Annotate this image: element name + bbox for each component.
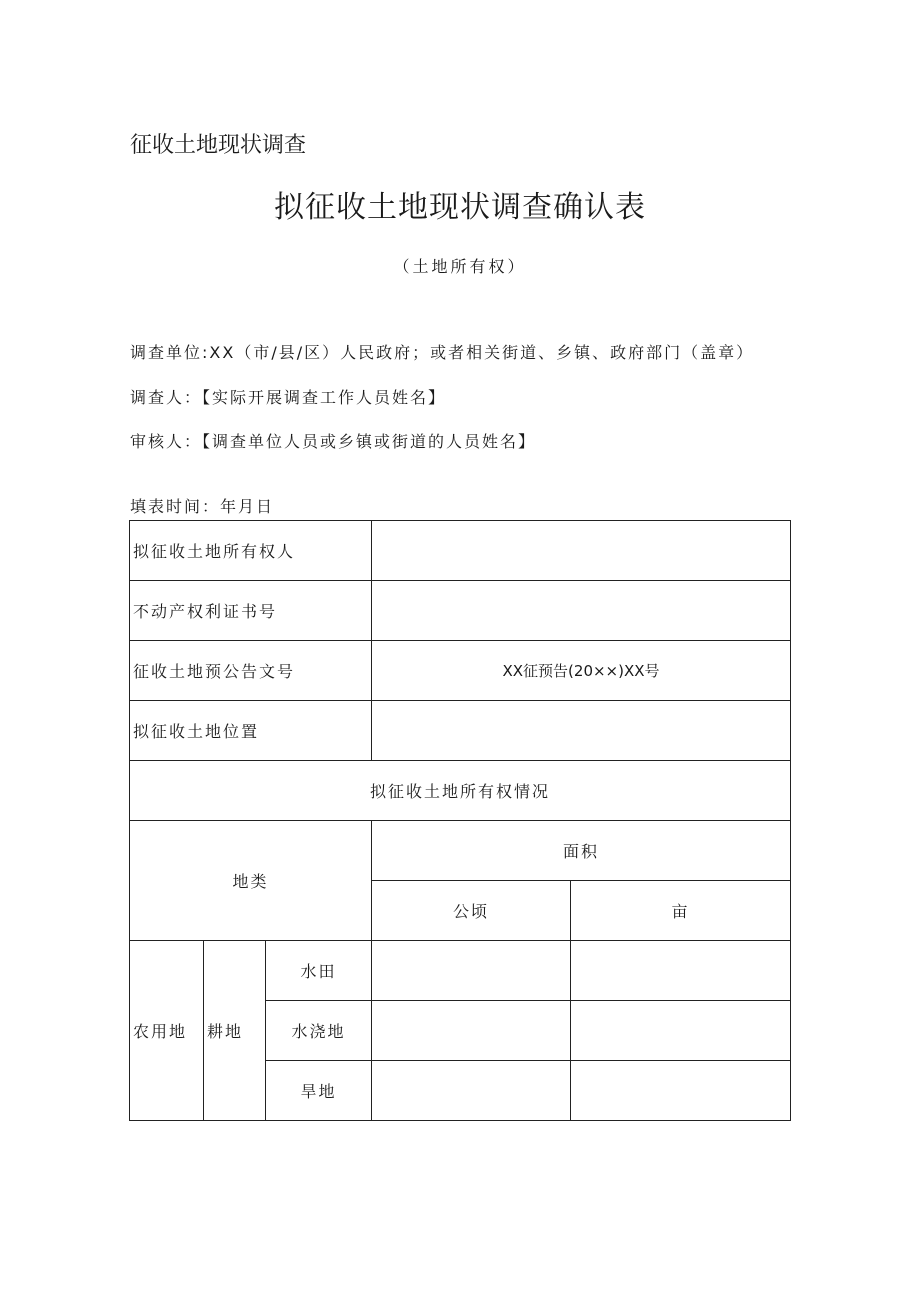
category-agricultural: 农用地 — [130, 941, 204, 1121]
subcategory-cultivated: 耕地 — [204, 941, 266, 1121]
location-value-cell[interactable] — [372, 701, 791, 761]
table-row — [130, 941, 791, 1001]
hectare-header: 公顷 — [372, 881, 571, 941]
table-row — [130, 581, 791, 641]
land-type-header: 地类 — [130, 821, 372, 941]
investigator-label: 调查人： — [130, 388, 203, 407]
land-row-hectare-cell[interactable] — [372, 1001, 571, 1061]
certificate-label: 不动产权利证书号 — [130, 581, 372, 641]
table-row — [130, 761, 791, 821]
table-row — [130, 521, 791, 581]
reviewer-line — [130, 429, 536, 452]
notice-value-cell[interactable]: XX征预告(20××)XX号 — [372, 641, 791, 701]
fill-date-value: 年月日 — [220, 497, 275, 516]
certificate-value-cell[interactable] — [372, 581, 791, 641]
owner-label: 拟征收土地所有权人 — [130, 521, 372, 581]
land-survey-form-table — [129, 520, 791, 1121]
land-row-hectare-cell[interactable] — [372, 941, 571, 1001]
land-row-mu-cell[interactable] — [571, 1001, 791, 1061]
investigator-line — [130, 385, 446, 408]
fill-date-line — [130, 494, 274, 517]
owner-value-cell[interactable] — [372, 521, 791, 581]
section-heading: 征收土地现状调查 — [130, 133, 307, 158]
table-row — [130, 821, 791, 881]
document-title: 拟征收土地现状调查确认表 — [274, 190, 646, 225]
table-row — [130, 641, 791, 701]
land-row-hectare-cell[interactable] — [372, 1061, 571, 1121]
table-row — [130, 701, 791, 761]
mu-header: 亩 — [571, 881, 791, 941]
area-header: 面积 — [372, 821, 791, 881]
land-row-mu-cell[interactable] — [571, 1061, 791, 1121]
survey-unit-line — [130, 340, 754, 363]
land-row-name: 水田 — [266, 941, 372, 1001]
land-row-name: 旱地 — [266, 1061, 372, 1121]
location-label: 拟征收土地位置 — [130, 701, 372, 761]
survey-unit-label: 调查单位: — [130, 343, 210, 362]
ownership-section-header: 拟征收土地所有权情况 — [130, 761, 791, 821]
document-subtitle: （土地所有权） — [393, 257, 527, 276]
land-row-name: 水浇地 — [266, 1001, 372, 1061]
investigator-value: 【实际开展调查工作人员姓名】 — [202, 388, 447, 407]
reviewer-label: 审核人： — [130, 432, 203, 451]
land-row-mu-cell[interactable] — [571, 941, 791, 1001]
fill-date-label: 填表时间： — [130, 497, 221, 516]
reviewer-value: 【调查单位人员或乡镇或街道的人员姓名】 — [202, 432, 537, 451]
survey-unit-value: XX（市/县/区）人民政府；或者相关街道、乡镇、政府部门（盖章） — [209, 343, 755, 362]
notice-label: 征收土地预公告文号 — [130, 641, 372, 701]
